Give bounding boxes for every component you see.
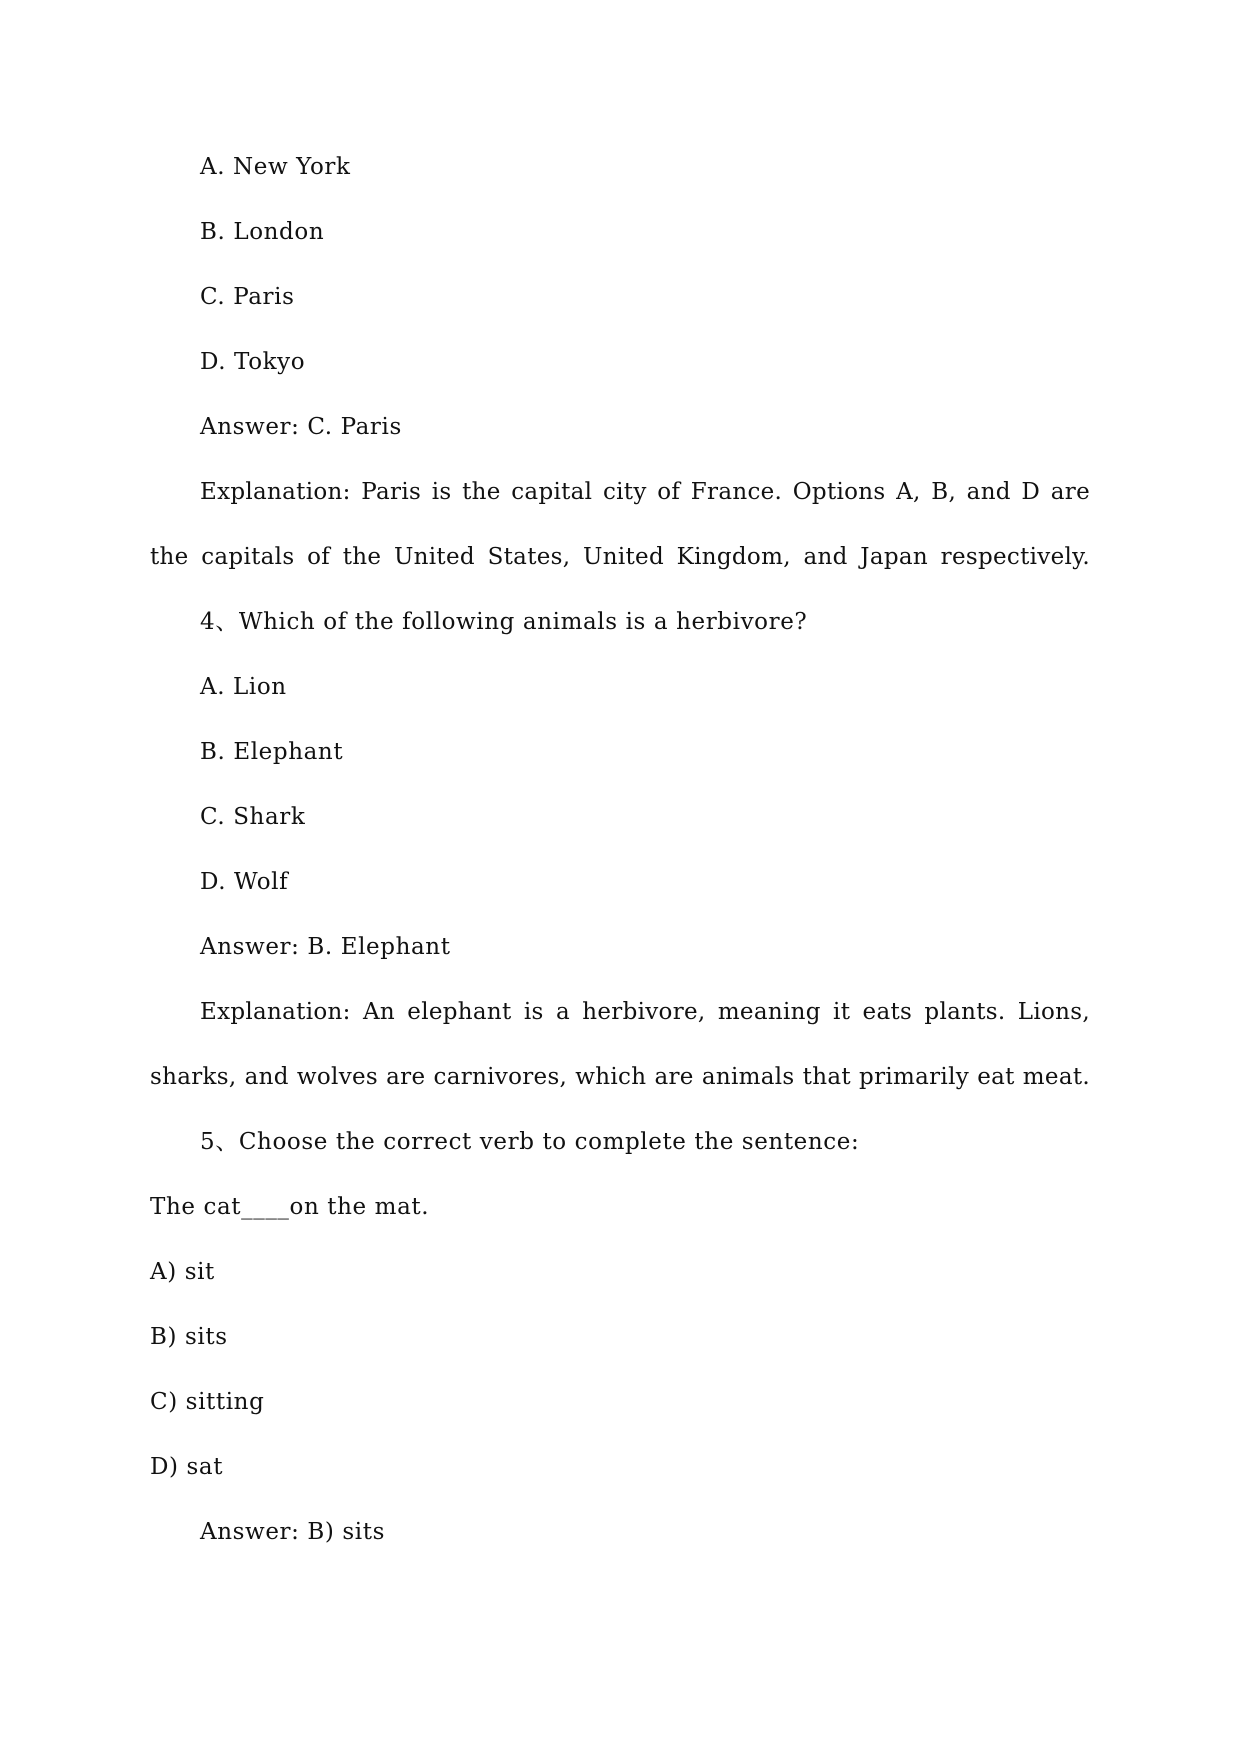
q5-option-c: C) sitting: [150, 1389, 265, 1415]
q4-answer: Answer: B. Elephant: [200, 934, 451, 960]
q4-explanation-line-2: sharks, and wolves are carnivores, which are animals that primarily eat meat.: [150, 1064, 1090, 1090]
q4-option-c: C. Shark: [200, 804, 306, 830]
q5-question: 5、Choose the correct verb to complete the sentence:: [200, 1129, 860, 1155]
q3-option-b: B. London: [200, 219, 325, 245]
q5-option-d: D) sat: [150, 1454, 224, 1480]
q3-answer: Answer: C. Paris: [200, 414, 402, 440]
q4-option-a: A. Lion: [200, 674, 287, 700]
q5-sentence: The cat____on the mat.: [150, 1194, 430, 1220]
q3-option-a: A. New York: [200, 154, 351, 180]
q5-answer: Answer: B) sits: [200, 1519, 385, 1545]
q4-explanation-line-1: Explanation: An elephant is a herbivore, meaning it eats plants. Lions,: [200, 999, 1090, 1025]
q3-option-c: C. Paris: [200, 284, 295, 310]
q4-option-d: D. Wolf: [200, 869, 289, 895]
q3-explanation-line-2: the capitals of the United States, United Kingdom, and Japan respectively.: [150, 544, 1090, 570]
q3-explanation-line-1: Explanation: Paris is the capital city of France. Options A, B, and D are: [200, 479, 1090, 505]
q4-option-b: B. Elephant: [200, 739, 344, 765]
q3-option-d: D. Tokyo: [200, 349, 306, 375]
q5-option-a: A) sit: [150, 1259, 215, 1285]
q5-option-b: B) sits: [150, 1324, 228, 1350]
q4-question: 4、Which of the following animals is a herbivore?: [200, 609, 808, 635]
